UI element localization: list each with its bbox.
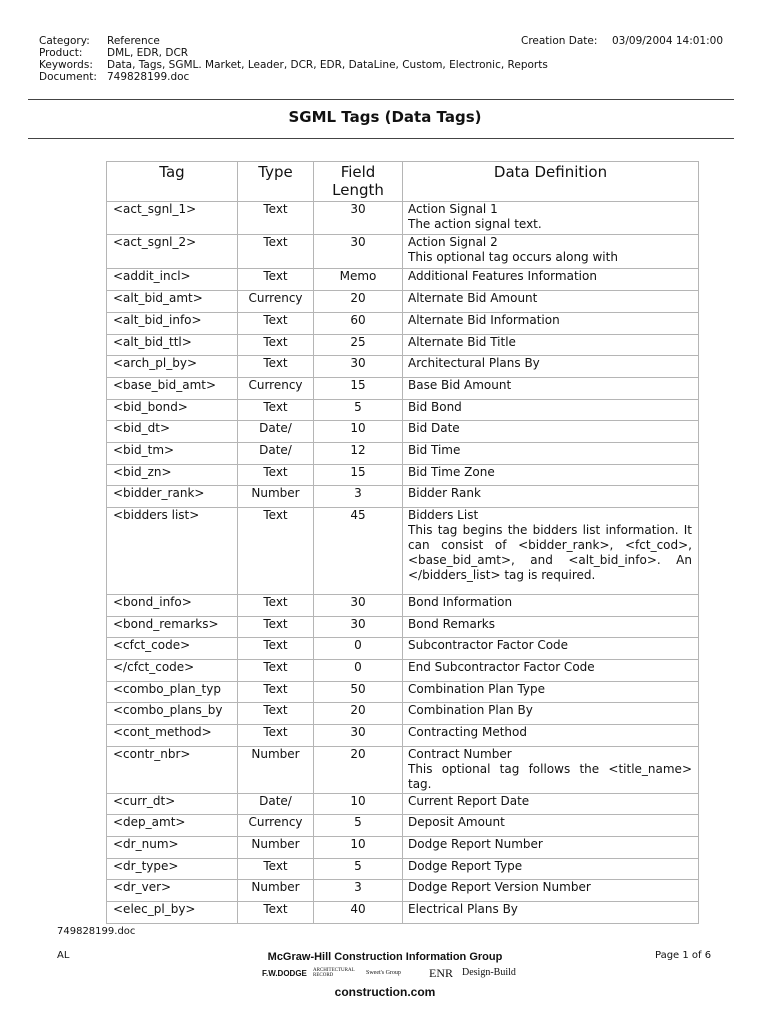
table-row (107, 269, 699, 291)
definition-title: Bond Information (408, 595, 513, 609)
page-title: SGML Tags (Data Tags) (288, 108, 482, 126)
data-definition-cell (403, 794, 699, 815)
data-definition-cell (403, 725, 699, 747)
tag-cell: <bid_bond> (107, 400, 238, 421)
tag-cell: <base_bid_amt> (107, 378, 238, 400)
field-length-cell: 5 (314, 859, 403, 880)
definition-title: Combination Plan Type (408, 682, 546, 696)
document-meta (39, 35, 548, 83)
tag-cell: <addit_incl> (107, 269, 238, 291)
tag-cell: <contr_nbr> (107, 747, 238, 794)
definition-title: Architectural Plans By (408, 356, 540, 370)
field-length-cell: 12 (314, 443, 403, 465)
table-row (107, 202, 699, 235)
page-number: Page 1 of 6 (655, 950, 712, 961)
tag-cell: <bond_remarks> (107, 617, 238, 638)
brand-design-build-logo: Design-Build (462, 967, 516, 978)
table-row (107, 421, 699, 443)
brand-sweets-logo: Sweet's Group (366, 970, 401, 976)
tag-cell: <bidders list> (107, 508, 238, 595)
tag-cell: <bond_info> (107, 595, 238, 617)
top-rule (28, 99, 734, 100)
field-length-cell: 30 (314, 617, 403, 638)
field-length-cell: 60 (314, 313, 403, 335)
definition-title: Dodge Report Type (408, 859, 523, 873)
table-row (107, 465, 699, 486)
tag-cell: <alt_bid_amt> (107, 291, 238, 313)
data-definition-cell (403, 291, 699, 313)
field-length-cell: 10 (314, 421, 403, 443)
tag-cell: <arch_pl_by> (107, 356, 238, 378)
table-row (107, 815, 699, 837)
tag-cell: <bid_dt> (107, 421, 238, 443)
field-length-cell: 0 (314, 638, 403, 660)
type-cell: Text (238, 638, 314, 660)
data-definition-cell (403, 660, 699, 682)
type-cell: Number (238, 486, 314, 508)
table-row (107, 638, 699, 660)
tag-cell: <alt_bid_info> (107, 313, 238, 335)
type-cell: Text (238, 859, 314, 880)
definition-title: Dodge Report Number (408, 837, 543, 851)
definition-description: This optional tag follows the <title_name> tag. (408, 762, 692, 791)
tag-cell: <cont_method> (107, 725, 238, 747)
data-definition-cell (403, 235, 699, 269)
definition-description: The action signal text. (408, 217, 542, 231)
creation-date-label: Creation Date: (521, 35, 598, 47)
tag-cell: <combo_plan_typ (107, 682, 238, 703)
definition-title: Bid Time (408, 443, 461, 457)
field-length-cell: 30 (314, 356, 403, 378)
type-cell: Text (238, 617, 314, 638)
table-row (107, 378, 699, 400)
table-row (107, 660, 699, 682)
table-row (107, 486, 699, 508)
field-length-cell: 25 (314, 335, 403, 356)
field-length-cell: 20 (314, 703, 403, 725)
type-cell: Date/ (238, 794, 314, 815)
data-definition-cell (403, 313, 699, 335)
field-length-cell: 30 (314, 725, 403, 747)
type-cell: Currency (238, 815, 314, 837)
data-definition-cell (403, 269, 699, 291)
table-row (107, 595, 699, 617)
tag-cell: </cfct_code> (107, 660, 238, 682)
definition-title: Bid Bond (408, 400, 462, 414)
type-cell: Currency (238, 378, 314, 400)
brand-architectural-record-logo: ARCHITECTURAL RECORD (313, 968, 355, 978)
field-length-cell: 10 (314, 837, 403, 859)
definition-title: Bid Time Zone (408, 465, 495, 479)
type-cell: Text (238, 595, 314, 617)
definition-title: Alternate Bid Title (408, 335, 516, 349)
meta-document: Document: 749828199.doc (39, 71, 190, 83)
table-body (107, 202, 699, 924)
tag-cell: <bid_tm> (107, 443, 238, 465)
field-length-cell: 50 (314, 682, 403, 703)
field-length-cell: 30 (314, 202, 403, 235)
field-length-cell: 10 (314, 794, 403, 815)
data-definition-cell (403, 902, 699, 924)
header-data-definition: Data Definition (403, 162, 699, 202)
data-definition-cell (403, 378, 699, 400)
title-rule (28, 138, 734, 139)
field-length-cell: 0 (314, 660, 403, 682)
table-row (107, 617, 699, 638)
meta-product: Product: DML, EDR, DCR (39, 47, 189, 59)
table-row (107, 902, 699, 924)
table-row (107, 356, 699, 378)
type-cell: Text (238, 400, 314, 421)
definition-title: Bidder Rank (408, 486, 481, 500)
field-length-cell: 3 (314, 486, 403, 508)
data-definition-cell (403, 617, 699, 638)
field-length-cell: 3 (314, 880, 403, 902)
definition-title: Bid Date (408, 421, 460, 435)
creation-date-value: 03/09/2004 14:01:00 (612, 35, 724, 47)
definition-title: Dodge Report Version Number (408, 880, 591, 894)
field-length-cell: 40 (314, 902, 403, 924)
type-cell: Text (238, 660, 314, 682)
field-length-cell: 5 (314, 815, 403, 837)
type-cell: Text (238, 465, 314, 486)
definition-title: Contracting Method (408, 725, 527, 739)
table-row (107, 443, 699, 465)
definition-title: Base Bid Amount (408, 378, 512, 392)
table-row (107, 859, 699, 880)
type-cell: Text (238, 725, 314, 747)
data-definition-cell (403, 465, 699, 486)
tag-cell: <curr_dt> (107, 794, 238, 815)
definition-title: Additional Features Information (408, 269, 597, 283)
data-definition-cell (403, 859, 699, 880)
definition-title: Alternate Bid Information (408, 313, 560, 327)
tag-cell: <combo_plans_by (107, 703, 238, 725)
definition-description: This tag begins the bidders list information. It can consist of <bidder_rank>, <fct_cod>, <base_bid_amt>, and <alt_bid_info>. An </bidders_list> tag is required. (408, 523, 692, 582)
tag-cell: <cfct_code> (107, 638, 238, 660)
meta-keywords: Keywords: Data, Tags, SGML. Market, Leader, DCR, EDR, DataLine, Custom, Electronic, Reports (39, 59, 548, 71)
table-row (107, 335, 699, 356)
definition-title: Bidders List (408, 508, 479, 522)
table-row (107, 837, 699, 859)
header-field-length: Field Length (314, 162, 403, 202)
table-row (107, 747, 699, 794)
data-definition-cell (403, 747, 699, 794)
type-cell: Text (238, 269, 314, 291)
footer-document-name: 749828199.doc (57, 926, 136, 937)
header-tag: Tag (107, 162, 238, 202)
website-link: construction.com (334, 985, 436, 999)
definition-title: Current Report Date (408, 794, 530, 808)
table-row (107, 682, 699, 703)
data-definition-cell (403, 400, 699, 421)
data-definition-cell (403, 335, 699, 356)
tag-cell: <elec_pl_by> (107, 902, 238, 924)
definition-title: Electrical Plans By (408, 902, 518, 916)
definition-title: Action Signal 2 (408, 235, 498, 249)
table-row (107, 794, 699, 815)
data-definition-cell (403, 682, 699, 703)
creation-date (521, 35, 724, 47)
field-length-cell: 5 (314, 400, 403, 421)
table-row (107, 235, 699, 269)
table-row (107, 703, 699, 725)
field-length-cell: Memo (314, 269, 403, 291)
type-cell: Text (238, 335, 314, 356)
tag-cell: <act_sgnl_1> (107, 202, 238, 235)
definition-title: Subcontractor Factor Code (408, 638, 569, 652)
type-cell: Date/ (238, 443, 314, 465)
type-cell: Text (238, 703, 314, 725)
table-row (107, 725, 699, 747)
type-cell: Number (238, 837, 314, 859)
type-cell: Currency (238, 291, 314, 313)
data-definition-cell (403, 595, 699, 617)
table-row (107, 880, 699, 902)
table-header-row (107, 162, 699, 202)
header-type: Type (238, 162, 314, 202)
field-length-cell: 30 (314, 595, 403, 617)
tag-cell: <bidder_rank> (107, 486, 238, 508)
type-cell: Date/ (238, 421, 314, 443)
table-row (107, 291, 699, 313)
type-cell: Number (238, 747, 314, 794)
tag-cell: <dr_num> (107, 837, 238, 859)
footer-initials: AL (57, 950, 70, 961)
definition-title: Bond Remarks (408, 617, 495, 631)
type-cell: Number (238, 880, 314, 902)
company-name: McGraw-Hill Construction Information Group (267, 951, 503, 963)
meta-category: Category: Reference (39, 35, 160, 47)
data-definition-cell (403, 815, 699, 837)
tag-cell: <act_sgnl_2> (107, 235, 238, 269)
data-definition-cell (403, 837, 699, 859)
definition-title: Alternate Bid Amount (408, 291, 538, 305)
definition-title: End Subcontractor Factor Code (408, 660, 595, 674)
type-cell: Text (238, 202, 314, 235)
tags-table (106, 161, 699, 924)
brand-enr-logo: ENR (429, 966, 453, 980)
data-definition-cell (403, 703, 699, 725)
definition-title: Combination Plan By (408, 703, 533, 717)
data-definition-cell (403, 638, 699, 660)
data-definition-cell (403, 202, 699, 235)
data-definition-cell (403, 880, 699, 902)
type-cell: Text (238, 235, 314, 269)
table-row (107, 400, 699, 421)
field-length-cell: 15 (314, 378, 403, 400)
brand-fwdodge-logo: F.W.DODGE (262, 969, 307, 978)
table-row (107, 508, 699, 595)
tag-cell: <dr_ver> (107, 880, 238, 902)
field-length-cell: 30 (314, 235, 403, 269)
type-cell: Text (238, 508, 314, 595)
type-cell: Text (238, 356, 314, 378)
definition-description: This optional tag occurs along with (408, 250, 618, 264)
type-cell: Text (238, 902, 314, 924)
definition-title: Action Signal 1 (408, 202, 498, 216)
data-definition-cell (403, 508, 699, 595)
field-length-cell: 20 (314, 291, 403, 313)
tag-cell: <dep_amt> (107, 815, 238, 837)
tag-cell: <bid_zn> (107, 465, 238, 486)
definition-title: Deposit Amount (408, 815, 505, 829)
tag-cell: <alt_bid_ttl> (107, 335, 238, 356)
data-definition-cell (403, 356, 699, 378)
field-length-cell: 45 (314, 508, 403, 595)
type-cell: Text (238, 313, 314, 335)
brand-logos (262, 966, 516, 982)
tag-cell: <dr_type> (107, 859, 238, 880)
type-cell: Text (238, 682, 314, 703)
field-length-cell: 20 (314, 747, 403, 794)
definition-title: Contract Number (408, 747, 512, 761)
table-row (107, 313, 699, 335)
data-definition-cell (403, 486, 699, 508)
data-definition-cell (403, 443, 699, 465)
field-length-cell: 15 (314, 465, 403, 486)
data-definition-cell (403, 421, 699, 443)
